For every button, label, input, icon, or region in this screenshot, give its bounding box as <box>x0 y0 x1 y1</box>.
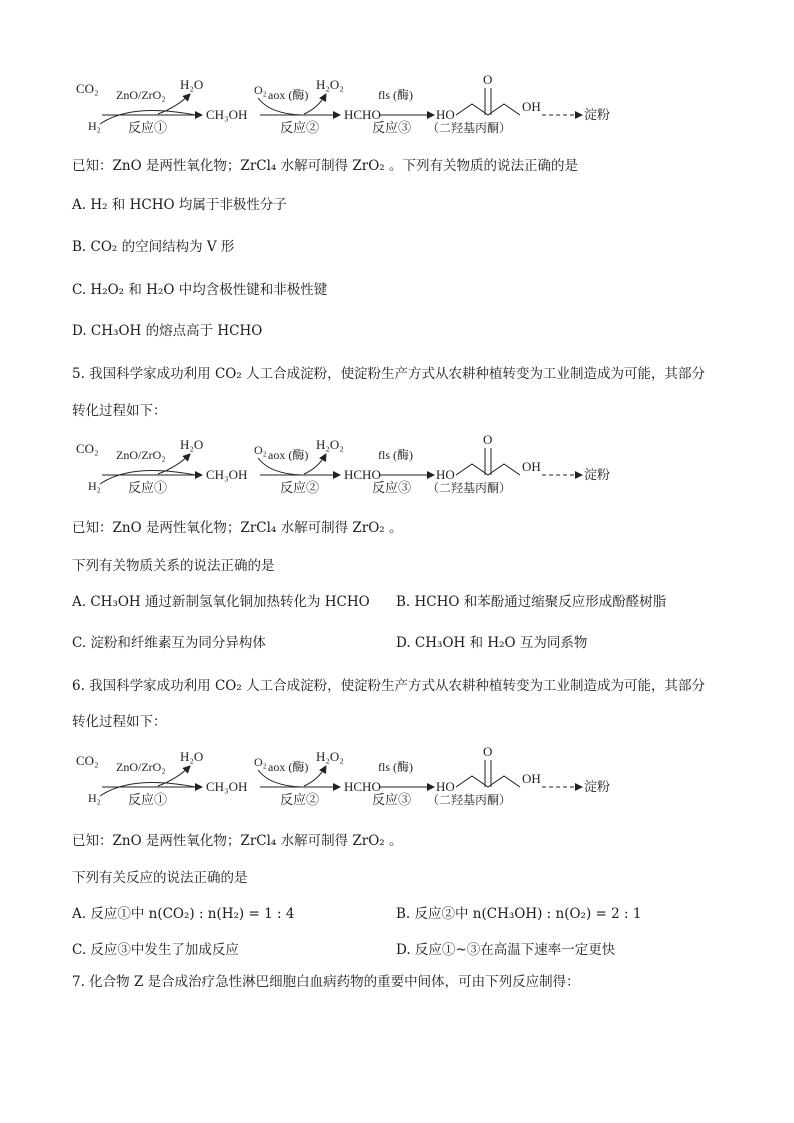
starch-label: 淀粉 <box>584 779 611 794</box>
h2-label: H₂ <box>88 791 101 805</box>
q5-option-b: B. HCHO 和苯酚通过缩聚反应形成酚醛树脂 <box>396 594 667 610</box>
reaction-3-label: 反应③ <box>372 120 412 135</box>
carbonyl-o-label: O <box>483 744 493 759</box>
h2o2-label: H₂O₂ <box>316 749 344 764</box>
catalyst-3: fls (酶) <box>378 760 413 774</box>
q4-option-b: B. CO₂ 的空间结构为 V 形 <box>72 239 235 255</box>
reaction-scheme-3 <box>72 744 612 814</box>
q4-known: 已知：ZnO 是两性氧化物；ZrCl₄ 水解可制得 ZrO₂ 。下列有关物质的说法正确的是 <box>72 158 579 174</box>
catalyst-3: fls (酶) <box>378 448 413 462</box>
catalyst-2: aox (酶) <box>268 760 309 774</box>
q6-known: 已知：ZnO 是两性氧化物；ZrCl₄ 水解可制得 ZrO₂ 。 <box>72 833 403 849</box>
q5-option-a: A. CH₃OH 通过新制氢氧化铜加热转化为 HCHO <box>72 594 370 610</box>
dihydroxyacetone-label: （二羟基丙酮） <box>427 121 512 135</box>
q6-option-b: B. 反应②中 n(CH₃OH) : n(O₂) = 2 : 1 <box>396 906 642 922</box>
catalyst-3: fls (酶) <box>378 88 413 102</box>
reaction-scheme-2 <box>72 432 612 502</box>
o2-label: O₂ <box>254 755 267 769</box>
h2o-label: H₂O <box>180 749 204 764</box>
reaction-2-label: 反应② <box>280 792 320 807</box>
q5-option-d: D. CH₃OH 和 H₂O 互为同系物 <box>396 635 588 651</box>
starch-label: 淀粉 <box>584 107 611 122</box>
reaction-3-label: 反应③ <box>372 792 412 807</box>
starch-label: 淀粉 <box>584 467 611 482</box>
reaction-1-label: 反应① <box>128 480 168 495</box>
carbonyl-o-label: O <box>483 432 493 447</box>
ch3oh-label: CH₃OH <box>206 467 248 482</box>
hcho-label: HCHO <box>344 467 381 482</box>
h2o-label: H₂O <box>180 437 204 452</box>
hcho-label: HCHO <box>344 779 381 794</box>
catalyst-1: ZnO/ZrO₂ <box>116 88 166 102</box>
ho-label: HO <box>436 107 455 122</box>
q5-known: 已知：ZnO 是两性氧化物；ZrCl₄ 水解可制得 ZrO₂ 。 <box>72 520 403 536</box>
o2-label: O₂ <box>254 443 267 457</box>
q6-option-d: D. 反应①~③在高温下速率一定更快 <box>396 942 616 958</box>
q7-stem: 7. 化合物 Z 是合成治疗急性淋巴细胞白血病药物的重要中间体，可由下列反应制得： <box>72 974 580 990</box>
reaction-scheme-1 <box>72 72 612 142</box>
q6-option-c: C. 反应③中发生了加成反应 <box>72 942 239 958</box>
ch3oh-label: CH₃OH <box>206 779 248 794</box>
reaction-2-label: 反应② <box>280 480 320 495</box>
hcho-label: HCHO <box>344 107 381 122</box>
h2-label: H₂ <box>88 479 101 493</box>
q6-option-a: A. 反应①中 n(CO₂) : n(H₂) = 1 : 4 <box>72 906 295 922</box>
q4-option-a: A. H₂ 和 HCHO 均属于非极性分子 <box>72 197 287 213</box>
co2-label: CO₂ <box>76 81 99 96</box>
q6-stem-line2: 转化过程如下： <box>72 714 167 730</box>
catalyst-1: ZnO/ZrO₂ <box>116 448 166 462</box>
reaction-2-label: 反应② <box>280 120 320 135</box>
catalyst-1: ZnO/ZrO₂ <box>116 760 166 774</box>
oh-label: OH <box>522 459 541 474</box>
oh-label: OH <box>522 99 541 114</box>
dihydroxyacetone-label: （二羟基丙酮） <box>427 481 512 495</box>
h2-label: H₂ <box>88 119 101 133</box>
ho-label: HO <box>436 779 455 794</box>
ch3oh-label: CH₃OH <box>206 107 248 122</box>
q5-stem-line1: 5. 我国科学家成功利用 CO₂ 人工合成淀粉，使淀粉生产方式从农耕种植转变为工业制造成为可能，其部分 <box>72 366 706 382</box>
dihydroxyacetone-label: （二羟基丙酮） <box>427 793 512 807</box>
o2-label: O₂ <box>254 83 267 97</box>
oh-label: OH <box>522 771 541 786</box>
reaction-3-label: 反应③ <box>372 480 412 495</box>
co2-label: CO₂ <box>76 441 99 456</box>
q5-question: 下列有关物质关系的说法正确的是 <box>72 558 275 574</box>
reaction-1-label: 反应① <box>128 120 168 135</box>
h2o2-label: H₂O₂ <box>316 77 344 92</box>
ho-label: HO <box>436 467 455 482</box>
reaction-1-label: 反应① <box>128 792 168 807</box>
q4-option-d: D. CH₃OH 的熔点高于 HCHO <box>72 323 263 339</box>
reaction-scheme-svg <box>72 72 612 142</box>
q6-question: 下列有关反应的说法正确的是 <box>72 870 248 886</box>
h2o2-label: H₂O₂ <box>316 437 344 452</box>
catalyst-2: aox (酶) <box>268 448 309 462</box>
q5-stem-line2: 转化过程如下： <box>72 403 167 419</box>
q6-stem-line1: 6. 我国科学家成功利用 CO₂ 人工合成淀粉，使淀粉生产方式从农耕种植转变为工业制造成为可能，其部分 <box>72 678 706 694</box>
reaction-scheme-svg <box>72 432 612 502</box>
h2o-label: H₂O <box>180 77 204 92</box>
catalyst-2: aox (酶) <box>268 88 309 102</box>
co2-label: CO₂ <box>76 753 99 768</box>
q4-option-c: C. H₂O₂ 和 H₂O 中均含极性键和非极性键 <box>72 282 328 298</box>
q5-option-c: C. 淀粉和纤维素互为同分异构体 <box>72 635 266 651</box>
reaction-scheme-svg <box>72 744 612 814</box>
carbonyl-o-label: O <box>483 72 493 87</box>
